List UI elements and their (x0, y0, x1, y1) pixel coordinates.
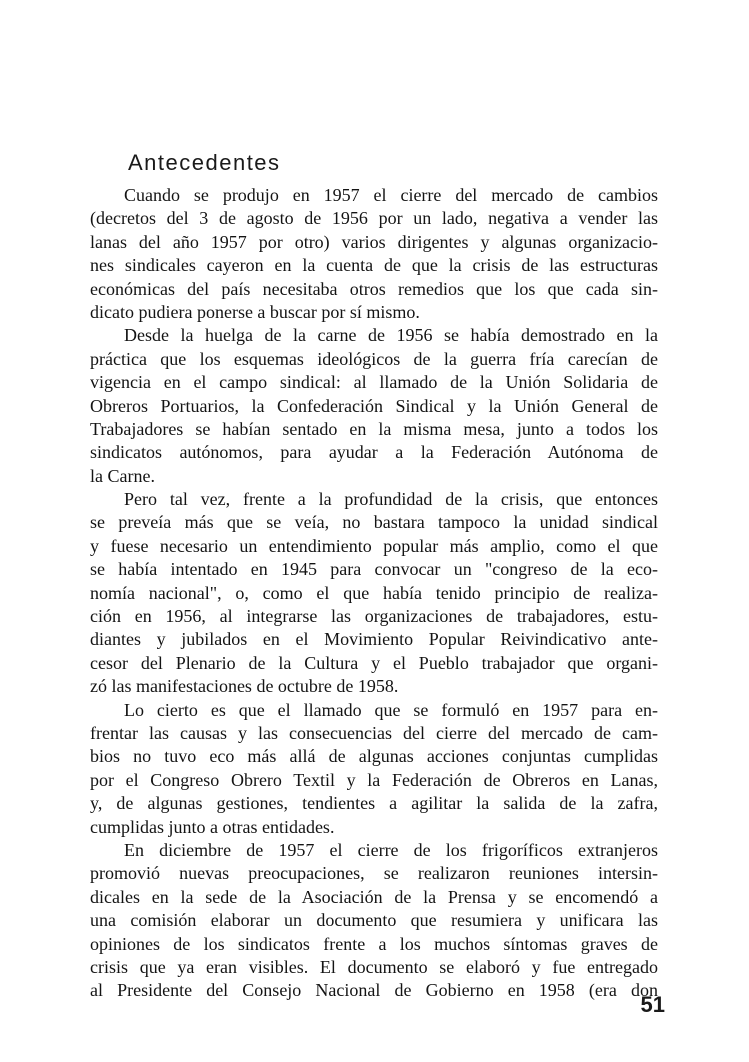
text-line: se había intentado en 1945 para convocar un "congreso de la eco- (90, 559, 658, 580)
text-line: Obreros Portuarios, la Confederación Sindical y la Unión General de (90, 395, 658, 416)
text-line: Desde la huelga de la carne de 1956 se había demostrado en la (124, 325, 658, 346)
paragraph (90, 699, 658, 839)
text-line: opiniones de los sindicatos frente a los muchos síntomas graves de (90, 933, 658, 954)
text-line: ción en 1956, al integrarse las organizaciones de trabajadores, estu- (90, 606, 658, 627)
text-line: práctica que los esquemas ideológicos de la guerra fría carecían de (90, 348, 658, 369)
text-line: dicales en la sede de la Asociación de la Prensa y se encomendó a (90, 886, 658, 907)
text-line: cumplidas junto a otras entidades. (90, 816, 335, 837)
text-line: zó las manifestaciones de octubre de 1958. (90, 676, 399, 697)
paragraph (90, 184, 658, 324)
text-line: y fuese necesario un entendimiento popular más amplio, como el que (90, 535, 658, 556)
text-line: frentar las causas y las consecuencias del cierre del mercado de cam- (90, 722, 658, 743)
text-line: la Carne. (90, 465, 155, 486)
paragraph (90, 488, 658, 699)
text-line: Pero tal vez, frente a la profundidad de la crisis, que entonces (124, 489, 658, 510)
text-line: Lo cierto es que el llamado que se formuló en 1957 para en- (124, 699, 658, 720)
paragraph (90, 839, 658, 1003)
text-line: por el Congreso Obrero Textil y la Federación de Obreros en Lanas, (90, 769, 658, 790)
text-line: Trabajadores se habían sentado en la misma mesa, junto a todos los (90, 418, 658, 439)
text-line: bios no tuvo eco más allá de algunas acciones conjuntas cumplidas (90, 746, 658, 767)
text-line: Cuando se produjo en 1957 el cierre del mercado de cambios (124, 185, 658, 205)
text-line: (decretos del 3 de agosto de 1956 por un lado, negativa a vender las (90, 208, 658, 229)
text-line: promovió nuevas preocupaciones, se realizaron reuniones intersin- (90, 863, 658, 884)
text-line: se preveía más que se veía, no bastara tampoco la unidad sindical (90, 512, 658, 533)
text-line: lanas del año 1957 por otro) varios dirigentes y algunas organizacio- (90, 231, 658, 252)
text-line: al Presidente del Consejo Nacional de Gobierno en 1958 (era don (90, 980, 658, 1001)
body-text (90, 184, 658, 1003)
paragraph (90, 324, 658, 488)
text-line: sindicatos autónomos, para ayudar a la Federación Autónoma de (90, 442, 658, 463)
text-line: cesor del Plenario de la Cultura y el Pueblo trabajador que organi- (90, 652, 658, 673)
text-line: económicas del país necesitaba otros remedios que los que cada sin- (90, 278, 658, 299)
page-number: 51 (640, 992, 665, 1017)
text-line: En diciembre de 1957 el cierre de los frigoríficos extranjeros (124, 839, 658, 860)
section-heading: Antecedentes (128, 150, 281, 175)
text-line: nomía nacional", o, como el que había tenido principio de realiza- (90, 582, 658, 603)
text-line: dicato pudiera ponerse a buscar por sí mismo. (90, 301, 420, 322)
text-line: y, de algunas gestiones, tendientes a agilitar la salida de la zafra, (90, 793, 658, 814)
text-line: diantes y jubilados en el Movimiento Popular Reivindicativo ante- (90, 629, 658, 650)
text-line: crisis que ya eran visibles. El documento se elaboró y fue entregado (90, 956, 658, 977)
text-line: nes sindicales cayeron en la cuenta de que la crisis de las estructuras (90, 255, 658, 276)
text-line: vigencia en el campo sindical: al llamado de la Unión Solidaria de (90, 372, 658, 393)
text-line: una comisión elaborar un documento que resumiera y unificara las (90, 910, 658, 931)
